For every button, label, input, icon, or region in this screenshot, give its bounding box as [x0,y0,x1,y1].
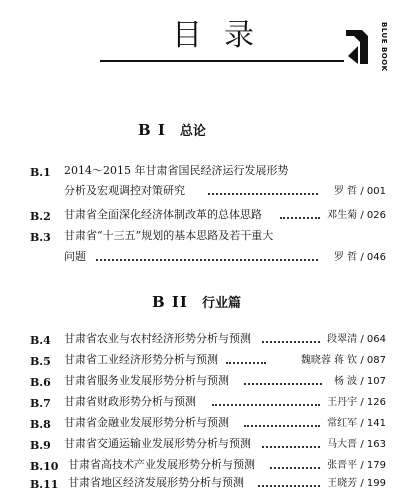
entry-number: B.9 [30,439,51,452]
section-label: 行业篇 [201,296,241,311]
title-rule [100,60,344,62]
entry-number: B.1 [30,166,51,179]
entry-title[interactable]: 甘肃省工业经济形势分析与预测 [64,353,218,366]
entry-number: B.8 [30,418,51,431]
dot-leader [244,425,320,427]
entry-author-page: 邓生菊 / 026 [327,210,386,221]
entry-author-page: 罗 哲 / 001 [334,186,386,197]
blue-book-logo-icon [344,26,370,66]
entry-title[interactable]: 甘肃省金融业发展形势分析与预测 [64,416,229,429]
entry-number: B.11 [30,478,59,491]
entry-number: B.3 [30,231,51,244]
entry-number: B.4 [30,334,51,347]
entry-author-page: 王晓芳 / 199 [327,478,386,489]
entry-title[interactable]: 2014～2015 年甘肃省国民经济运行发展形势 [64,164,289,177]
entry-author-page: 罗 哲 / 046 [334,252,386,263]
entry-title[interactable]: 甘肃省服务业发展形势分析与预测 [64,374,229,387]
section-mark: B I [138,121,166,139]
dot-leader [96,259,318,261]
dot-leader [226,362,266,364]
entry-title[interactable]: 甘肃省“十三五”规划的基本思路及若干重大 [64,229,274,242]
entry-title-line2[interactable]: 问题 [64,250,86,263]
dot-leader [212,404,320,406]
section-heading [152,292,241,311]
entry-author-page: 王丹宇 / 126 [327,397,386,408]
entry-title[interactable]: 甘肃省农业与农村经济形势分析与预测 [64,332,251,345]
entry-author-page: 杨 波 / 107 [334,376,386,387]
entry-number: B.2 [30,210,51,223]
dot-leader [262,446,320,448]
dot-leader [208,193,318,195]
dot-leader [258,485,320,487]
entry-author-page: 常红军 / 141 [327,418,386,429]
entry-title[interactable]: 甘肃省高技术产业发展形势分析与预测 [68,458,255,471]
entry-author-page: 魏晓蓉 蒋 钦 / 087 [300,355,386,366]
entry-title[interactable]: 甘肃省地区经济发展形势分析与预测 [68,476,244,489]
section-label: 总论 [179,124,206,139]
entry-title[interactable]: 甘肃省财政形势分析与预测 [64,395,196,408]
dot-leader [244,383,322,385]
blue-book-logo-text: BLUE BOOK [380,22,388,72]
section-heading [138,120,206,139]
entry-number: B.6 [30,376,51,389]
dot-leader [280,217,320,219]
dot-leader [270,467,320,469]
entry-number: B.7 [30,397,51,410]
section-mark: B II [152,293,188,311]
entry-title[interactable]: 甘肃省交通运输业发展形势分析与预测 [64,437,251,450]
page-title: 目录 [172,18,276,53]
entry-title[interactable]: 甘肃省全面深化经济体制改革的总体思路 [64,208,262,221]
entry-number: B.5 [30,355,51,368]
entry-author-page: 张晋平 / 179 [327,460,386,471]
entry-title-line2[interactable]: 分析及宏观调控对策研究 [64,184,185,197]
dot-leader [262,341,320,343]
entry-author-page: 段翠清 / 064 [327,334,386,345]
entry-author-page: 马大晋 / 163 [327,439,386,450]
entry-number: B.10 [30,460,59,473]
